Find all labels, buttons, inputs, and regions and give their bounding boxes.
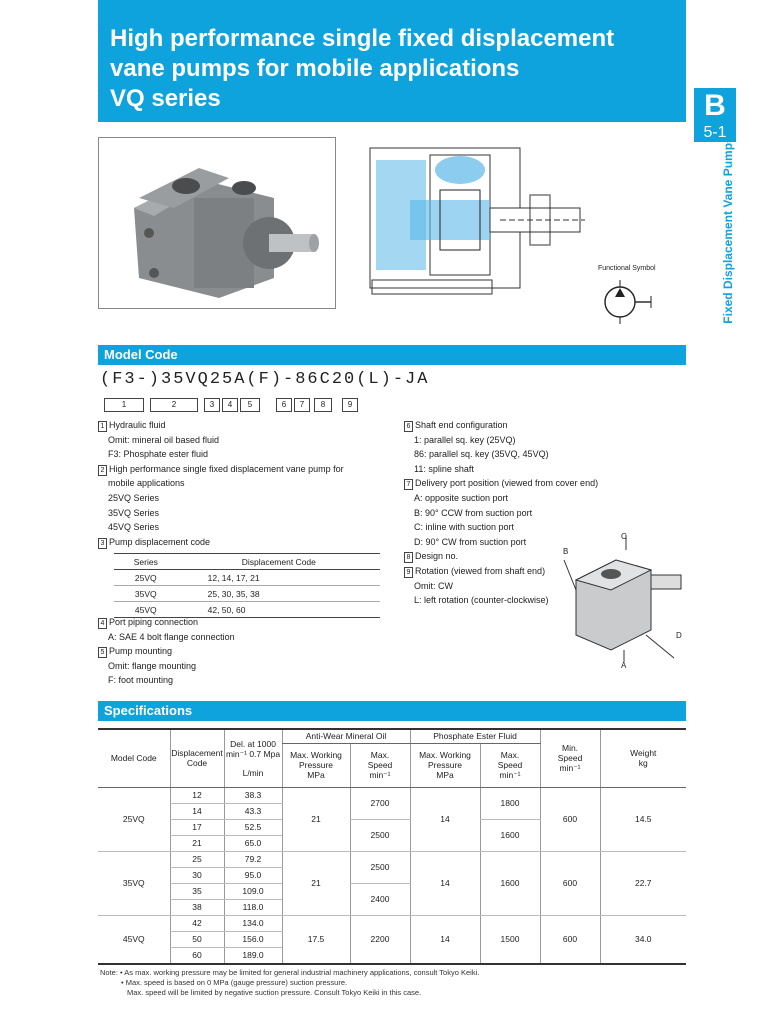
spec-weight: 34.0	[600, 915, 686, 964]
spec-delivery: 134.0	[224, 915, 282, 931]
description-text: Omit: mineral oil based fluid	[108, 434, 220, 445]
description-line	[98, 645, 172, 658]
direction-label-b: B	[563, 547, 569, 556]
description-line	[98, 536, 210, 549]
disp-series: 45VQ	[114, 602, 178, 618]
description-line	[414, 580, 453, 592]
description-text: High performance single fixed displacement vane pump for	[109, 463, 344, 474]
spec-model: 25VQ	[98, 787, 170, 851]
code-box-1: 1	[104, 398, 144, 412]
port-orientation-diagram	[556, 530, 686, 680]
spec-notes	[100, 968, 479, 998]
pump-photo	[98, 137, 336, 309]
model-code-string: (F3-)35VQ25A(F)-86C20(L)-JA	[100, 370, 430, 389]
description-text: B: 90° CCW from suction port	[414, 507, 533, 518]
table-row	[114, 586, 380, 602]
sp-line1: Max.	[370, 749, 390, 760]
code-box-5: 5	[240, 398, 260, 412]
aw-header-speed	[350, 743, 410, 787]
description-text: 25VQ Series	[108, 493, 160, 503]
description-line	[108, 434, 219, 446]
item-number-box: 3	[98, 538, 107, 549]
description-line	[108, 521, 159, 533]
spec-weight: 14.5	[600, 787, 686, 851]
spec-aw-speed: 2200	[350, 915, 410, 964]
item-number-box: 7	[404, 479, 413, 490]
direction-label-a: A	[621, 661, 627, 670]
spec-pe-pressure: 14	[410, 915, 480, 964]
description-text: Pump displacement code	[109, 536, 211, 547]
spec-delivery: 52.5	[224, 819, 282, 835]
spec-header-delivery	[224, 729, 282, 787]
description-text: 45VQ Series	[108, 522, 160, 533]
description-line	[404, 565, 545, 578]
spec-disp: 12	[170, 787, 224, 803]
description-line	[414, 507, 532, 519]
title-line-3: VQ series	[110, 85, 221, 112]
description-line	[404, 419, 508, 432]
spec-min-speed: 600	[540, 787, 600, 851]
spec-delivery: 95.0	[224, 867, 282, 883]
description-line	[98, 616, 198, 629]
min-speed-line2: Speed	[557, 752, 583, 763]
sp-line1: Max.	[500, 749, 520, 760]
min-speed-line3: min⁻¹	[559, 762, 581, 773]
weight-line1: Weight	[630, 748, 657, 759]
sp-line2: Speed	[497, 759, 523, 770]
spec-model: 45VQ	[98, 915, 170, 964]
description-line	[404, 477, 598, 490]
item-number-box: 6	[404, 421, 413, 432]
spec-header-anti-wear: Anti-Wear Mineral Oil	[282, 729, 410, 743]
wp-line2: Pressure	[298, 760, 333, 770]
description-line	[414, 594, 549, 606]
weight-line2: kg	[638, 758, 648, 769]
description-text: Omit: CW	[414, 580, 453, 591]
spec-delivery: 156.0	[224, 931, 282, 947]
note-line: Note: • As max. working pressure may be limited for general industrial machinery applications, consult Tokyo Keiki.	[100, 968, 480, 977]
description-line	[108, 674, 173, 686]
description-text: Delivery port position (viewed from cover end)	[415, 478, 599, 489]
spec-delivery: 118.0	[224, 899, 282, 915]
spec-header-displacement: Displacement Code	[170, 729, 224, 787]
title-line-1: High performance single fixed displacement	[110, 25, 615, 52]
wp-line1: Max. Working	[290, 750, 342, 760]
description-line	[108, 660, 196, 672]
pe-header-pressure	[410, 743, 480, 787]
description-line	[108, 492, 159, 504]
code-box-8: 8	[314, 398, 332, 412]
item-number-box: 9	[404, 567, 413, 578]
pump-cross-section	[350, 140, 590, 310]
spec-disp: 35	[170, 883, 224, 899]
description-line	[414, 521, 514, 533]
description-text: F3: Phosphate ester fluid	[108, 449, 209, 460]
sp-line3: min⁻¹	[499, 769, 521, 780]
code-box-4: 4	[222, 398, 238, 412]
spec-disp: 21	[170, 835, 224, 851]
direction-label-c: C	[621, 532, 627, 541]
note-line: Max. speed will be limited by negative suction pressure. Consult Tokyo Keiki in this case.	[127, 988, 422, 997]
code-box-2: 2	[150, 398, 198, 412]
disp-codes: 42, 50, 60	[178, 602, 380, 618]
delivery-line2: min⁻¹ 0.7 Mpa	[225, 748, 281, 759]
spec-delivery: 65.0	[224, 835, 282, 851]
spec-header-model: Model Code	[98, 729, 170, 787]
spec-disp: 14	[170, 803, 224, 819]
spec-header-weight	[600, 729, 686, 787]
table-row	[114, 570, 380, 586]
description-text: Rotation (viewed from shaft end)	[415, 566, 546, 576]
spec-pe-speed: 1600	[480, 851, 540, 915]
spec-delivery: 189.0	[224, 947, 282, 964]
disp-header-code: Displacement Code	[178, 554, 380, 570]
side-section-label: Fixed Displacement Vane Pumps	[721, 136, 735, 324]
aw-header-pressure	[282, 743, 350, 787]
spec-pe-speed: 1600	[480, 819, 540, 851]
description-line	[414, 448, 549, 460]
disp-codes: 25, 30, 35, 38	[178, 586, 380, 602]
sp-line3: min⁻¹	[369, 769, 391, 780]
min-speed-line1: Min.	[561, 742, 579, 753]
spec-min-speed: 600	[540, 851, 600, 915]
spec-header-phosphate: Phosphate Ester Fluid	[410, 729, 540, 743]
spec-aw-pressure: 17.5	[282, 915, 350, 964]
item-number-box: 5	[98, 647, 107, 658]
spec-delivery: 38.3	[224, 787, 282, 803]
item-number-box: 2	[98, 465, 107, 476]
functional-symbol	[596, 278, 666, 326]
specifications-heading: Specifications	[98, 701, 686, 721]
description-text: D: 90° CW from suction port	[414, 536, 527, 547]
description-line	[414, 536, 526, 548]
title-line-2: vane pumps for mobile applications	[110, 55, 520, 82]
description-line	[108, 448, 208, 460]
code-box-3: 3	[204, 398, 220, 412]
displacement-table	[114, 553, 380, 618]
section-tab-letter: B	[694, 88, 736, 124]
description-text: Pump mounting	[109, 646, 173, 657]
description-line	[414, 463, 474, 475]
description-text: L: left rotation (counter-clockwise)	[414, 595, 549, 606]
table-row	[98, 915, 686, 931]
wp-line3: MPa	[436, 770, 454, 780]
spec-header-min-speed	[540, 729, 600, 787]
spec-disp: 30	[170, 867, 224, 883]
spec-disp: 60	[170, 947, 224, 964]
spec-aw-speed: 2400	[350, 883, 410, 915]
specifications-table	[98, 728, 686, 965]
description-text: Hydraulic fluid	[109, 420, 166, 430]
description-text: A: SAE 4 bolt flange connection	[108, 631, 235, 642]
wp-line2: Pressure	[427, 760, 462, 770]
disp-series: 35VQ	[114, 586, 178, 602]
spec-pe-pressure: 14	[410, 851, 480, 915]
code-box-6: 6	[276, 398, 292, 412]
description-line	[404, 550, 458, 563]
spec-disp: 25	[170, 851, 224, 867]
description-text: 1: parallel sq. key (25VQ)	[414, 434, 516, 445]
table-row	[98, 851, 686, 867]
item-number-box: 8	[404, 552, 413, 563]
description-line	[108, 507, 159, 519]
description-line	[414, 492, 508, 504]
spec-min-speed: 600	[540, 915, 600, 964]
spec-disp: 38	[170, 899, 224, 915]
spec-pe-speed: 1800	[480, 787, 540, 819]
spec-weight: 22.7	[600, 851, 686, 915]
delivery-line1: Del. at 1000	[230, 738, 276, 749]
description-text: F: foot mounting	[108, 675, 174, 686]
code-box-7: 7	[294, 398, 310, 412]
description-text: Shaft end configuration	[415, 420, 508, 430]
page-header	[98, 0, 686, 122]
description-text: C: inline with suction port	[414, 522, 515, 533]
wp-line3: MPa	[307, 770, 325, 780]
description-text: 11: spline shaft	[414, 463, 474, 474]
spec-model: 35VQ	[98, 851, 170, 915]
item-number-box: 1	[98, 421, 107, 432]
item-number-box: 4	[98, 618, 107, 629]
description-text: Port piping connection	[109, 617, 199, 627]
description-text: A: opposite suction port	[414, 493, 509, 503]
disp-series: 25VQ	[114, 570, 178, 586]
description-line	[98, 463, 344, 476]
spec-aw-speed: 2500	[350, 851, 410, 883]
spec-aw-speed: 2700	[350, 787, 410, 819]
spec-aw-pressure: 21	[282, 787, 350, 851]
spec-delivery: 79.2	[224, 851, 282, 867]
spec-aw-pressure: 21	[282, 851, 350, 915]
spec-disp: 17	[170, 819, 224, 835]
disp-header-series: Series	[114, 554, 178, 570]
table-row	[98, 787, 686, 803]
delivery-line3: L/min	[242, 767, 264, 778]
description-text: Design no.	[415, 551, 459, 562]
description-line	[108, 477, 185, 489]
pump-photo-illustration	[99, 138, 335, 308]
description-line	[414, 434, 516, 446]
pe-header-speed	[480, 743, 540, 787]
section-tab-number: 5-1	[694, 124, 736, 142]
spec-pe-pressure: 14	[410, 787, 480, 851]
description-line	[108, 631, 235, 643]
description-line	[98, 419, 166, 432]
spec-delivery: 109.0	[224, 883, 282, 899]
code-box-9: 9	[342, 398, 358, 412]
spec-aw-speed: 2500	[350, 819, 410, 851]
description-text: 86: parallel sq. key (35VQ, 45VQ)	[414, 449, 549, 460]
note-line: • Max. speed is based on 0 MPa (gauge pressure) suction pressure.	[121, 978, 348, 987]
description-text: Omit: flange mounting	[108, 660, 197, 671]
spec-disp: 50	[170, 931, 224, 947]
model-code-heading: Model Code	[98, 345, 686, 365]
description-text: 35VQ Series	[108, 507, 160, 518]
spec-delivery: 43.3	[224, 803, 282, 819]
description-text: mobile applications	[108, 478, 185, 489]
wp-line1: Max. Working	[419, 750, 471, 760]
spec-disp: 42	[170, 915, 224, 931]
functional-symbol-label: Functional Symbol	[598, 265, 656, 272]
sp-line2: Speed	[367, 759, 393, 770]
spec-pe-speed: 1500	[480, 915, 540, 964]
direction-label-d: D	[676, 631, 682, 640]
disp-codes: 12, 14, 17, 21	[178, 570, 380, 586]
